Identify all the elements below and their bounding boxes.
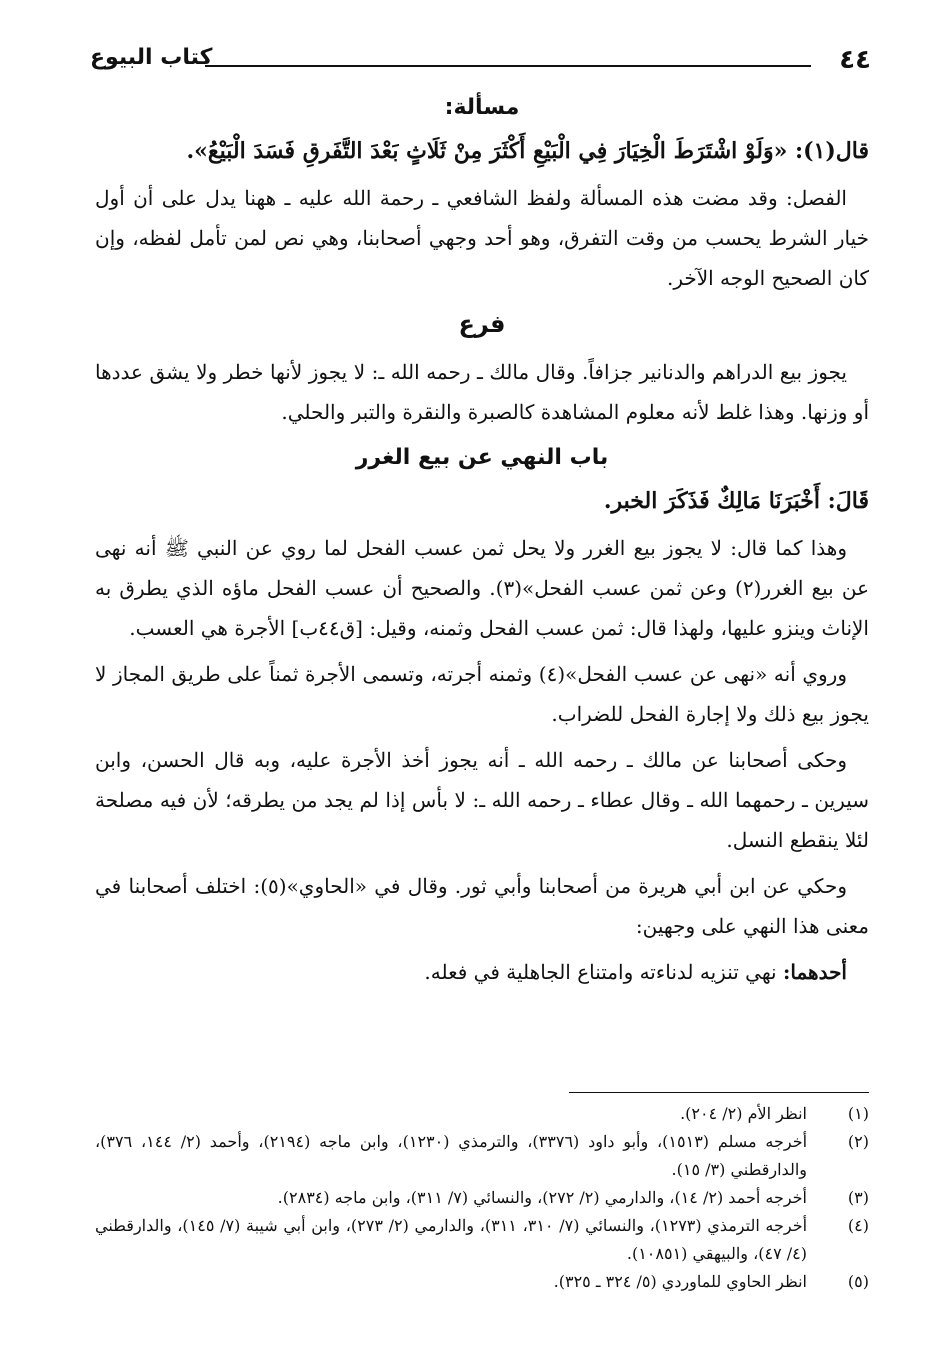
footnote-text: انظر الحاوي للماوردي (٥/ ٣٢٤ ـ ٣٢٥). (553, 1272, 807, 1291)
footnote-number: (٣) (847, 1188, 869, 1207)
chapter-heading: باب النهي عن بيع الغرر (355, 445, 609, 470)
footnote-text: أخرجه الترمذي (١٢٧٣)، والنسائي (٧/ ٣١٠، ٣١١)، والدارمي (٢/ ٢٧٣)، وابن أبي شيبة (٧/ ١٤٥)، والدارقطني (٤/ ٤٧)، والبيهقي (١٠٨٥١). (95, 1216, 808, 1263)
footnote-number: (٤) (847, 1216, 869, 1235)
book-title: كتاب البيوع (90, 45, 213, 70)
section-quote: قَالَ: أَخْبَرَنَا مَالِكٌ فَذَكَرَ الخبر. (603, 488, 869, 514)
section-quote: قال(١): «وَلَوْ اشْتَرَطَ الْخِيَارَ فِي الْبَيْعِ أَكْثَرَ مِنْ ثَلَاثٍ بَعْدَ التَّفَرقِ فَسَدَ الْبَيْعُ». (186, 138, 869, 164)
footnote (95, 1212, 869, 1268)
section-heading-far: فرع (458, 310, 506, 338)
footnote-rule (569, 1092, 869, 1093)
section-heading-masala: مسألة: (444, 95, 520, 120)
footnote-text: أخرجه مسلم (١٥١٣)، وأبو داود (٣٣٧٦)، والترمذي (١٢٣٠)، وابن ماجه (٢١٩٤)، وأحمد (٢/ ١٤٤، ٣٧٦)، والدارقطني (٣/ ١٥). (95, 1132, 808, 1179)
first-aspect-text: نهي تنزيه لدناءته وامتناع الجاهلية في فعله. (424, 960, 777, 984)
footnote-text: انظر الأم (٢/ ٢٠٤). (680, 1104, 807, 1123)
paragraph: وروي أنه «نهى عن عسب الفحل»(٤) وثمنه أجرته، وتسمى الأجرة ثمناً على طريق المجاز لا يجوز بيع ذلك ولا إجارة الفحل للضراب. (95, 662, 869, 726)
header-rule (205, 65, 811, 67)
footnote-number: (٥) (847, 1272, 869, 1291)
first-aspect-label: أحدهما: (782, 960, 847, 984)
paragraph: الفصل: وقد مضت هذه المسألة ولفظ الشافعي ـ رحمة الله عليه ـ ههنا يدل على أن أول خيار الشرط يحسب من وقت التفرق، وهو أحد وجهي أصحابنا، وهي نص لمن تأمل لفظه، وإن كان الصحيح الوجه الآخر. (95, 186, 869, 290)
paragraph: يجوز بيع الدراهم والدنانير جزافاً. وقال مالك ـ رحمه الله ـ: لا يجوز لأنها خطر ولا يشق عددها أو وزنها. وهذا غلط لأنه معلوم المشاهدة كالصبرة والنقرة والتبر والحلي. (95, 360, 869, 424)
paragraph: وهذا كما قال: لا يجوز بيع الغرر ولا يحل ثمن عسب الفحل لما روي عن النبي ﷺ أنه نهى عن بيع الغرر(٢) وعن ثمن عسب الفحل»(٣). والصحيح أن عسب الفحل ماؤه الذي يطرق به الإناث وينزو عليها، ولهذا قال: ثمن عسب الفحل وثمنه، وقيل: [ق٤٤ب] الأجرة هي العسب. (95, 536, 869, 640)
paragraph: وحكى أصحابنا عن مالك ـ رحمه الله ـ أنه يجوز أخذ الأجرة عليه، وبه قال الحسن، وابن سيرين ـ رحمهما الله ـ وقال عطاء ـ رحمه الله ـ: لا بأس إذا لم يجد من يطرقه؛ لأن فيه مصلحة لئلا ينقطع النسل. (95, 748, 869, 852)
paragraph: وحكي عن ابن أبي هريرة من أصحابنا وأبي ثور. وقال في «الحاوي»(٥): اختلف أصحابنا في معنى هذا النهي على وجهين: (95, 874, 869, 938)
footnote-number: (٢) (847, 1132, 869, 1151)
footnote (95, 1100, 869, 1128)
footnote-text: أخرجه أحمد (٢/ ١٤)، والدارمي (٢/ ٢٧٢)، والنسائي (٧/ ٣١١)، وابن ماجه (٢٨٣٤). (277, 1188, 807, 1207)
footnote (95, 1268, 869, 1296)
page-number: ٤٤ (839, 45, 871, 75)
footnotes (95, 1100, 869, 1296)
footnote (95, 1184, 869, 1212)
first-aspect (95, 952, 869, 992)
page-header (90, 45, 871, 81)
page-body (95, 88, 869, 998)
footnote-number: (١) (847, 1104, 869, 1123)
footnote (95, 1128, 869, 1184)
